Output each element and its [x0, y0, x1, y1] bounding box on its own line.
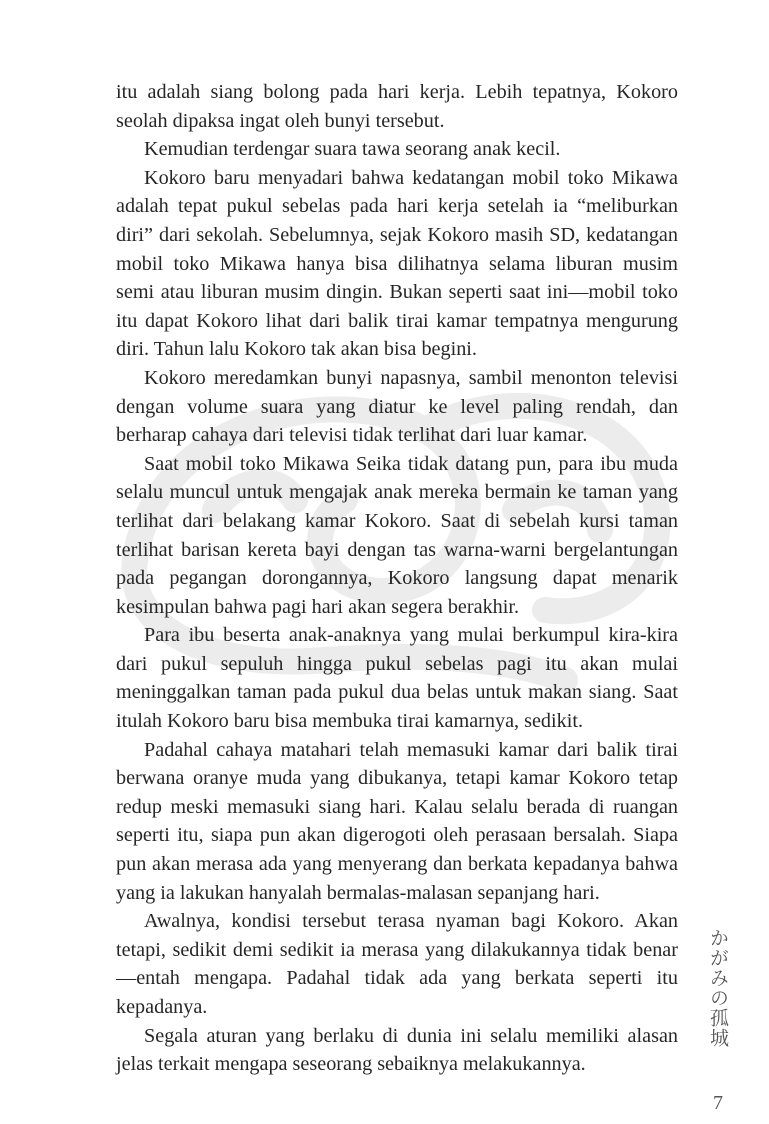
- body-text: [116, 78, 678, 1079]
- paragraph: Kokoro baru menyadari bahwa kedatangan mobil toko Mikawa adalah tepat pukul sebelas pada hari kerja setelah ia “meliburkan diri” dari sekolah. Sebelumnya, sejak Kokoro masih SD, kedatangan mobil toko Mikawa hanya bisa dilihatnya selama liburan musim semi atau liburan musim dingin. Bukan seperti saat ini—mobil toko itu dapat Kokoro lihat dari balik tirai kamar tempatnya mengurung diri. Tahun lalu Kokoro tak akan bisa begini.: [116, 166, 678, 361]
- running-title: かがみの孤城: [707, 928, 729, 1048]
- page-number: 7: [713, 1092, 723, 1114]
- paragraph: Kokoro meredamkan bunyi napasnya, sambil menonton televisi dengan volume suara yang diatur ke level paling rendah, dan berharap cahaya dari televisi tidak terlihat dari luar kamar.: [116, 366, 678, 447]
- paragraph: itu adalah siang bolong pada hari kerja. Lebih tepatnya, Kokoro seolah dipaksa ingat oleh bunyi tersebut.: [116, 81, 678, 132]
- paragraph: Padahal cahaya matahari telah memasuki kamar dari balik tirai berwana oranye muda yang dibukanya, tetapi kamar Kokoro tetap redup meski memasuki siang hari. Kalau selalu berada di ruangan seperti itu, siapa pun akan digerogoti oleh perasaan bersalah. Siapa pun akan merasa ada yang menyerang dan berkata kepadanya bahwa yang ia lakukan hanyalah bermalas-malasan sepanjang hari.: [116, 738, 678, 904]
- paragraph: Segala aturan yang berlaku di dunia ini selalu memiliki alasan jelas terkait mengapa seseorang sebaiknya melakukannya.: [116, 1024, 678, 1076]
- paragraph: Saat mobil toko Mikawa Seika tidak datang pun, para ibu muda selalu muncul untuk mengajak anak mereka bermain ke taman yang terlihat dari belakang kamar Kokoro. Saat di sebelah kursi taman terlihat barisan kereta bayi dengan tas warna-warni bergelantungan pada pegangan dorongannya, Kokoro langsung dapat menarik kesimpulan bahwa pagi hari akan segera berakhir.: [116, 452, 678, 618]
- paragraph: Kemudian terdengar suara tawa seorang anak kecil.: [144, 138, 561, 161]
- paragraph: Para ibu beserta anak-anaknya yang mulai berkumpul kira-kira dari pukul sepuluh hingga pukul sebelas pagi itu akan mulai meninggalkan taman pada pukul dua belas untuk makan siang. Saat itulah Kokoro baru bisa membuka tirai kamarnya, sedikit.: [116, 624, 678, 733]
- paragraph: Awalnya, kondisi tersebut terasa nyaman bagi Kokoro. Akan tetapi, sedikit demi sedikit ia merasa yang dilakukannya tidak benar—entah mengapa. Padahal tidak ada yang berkata seperti itu kepadanya.: [116, 910, 678, 1018]
